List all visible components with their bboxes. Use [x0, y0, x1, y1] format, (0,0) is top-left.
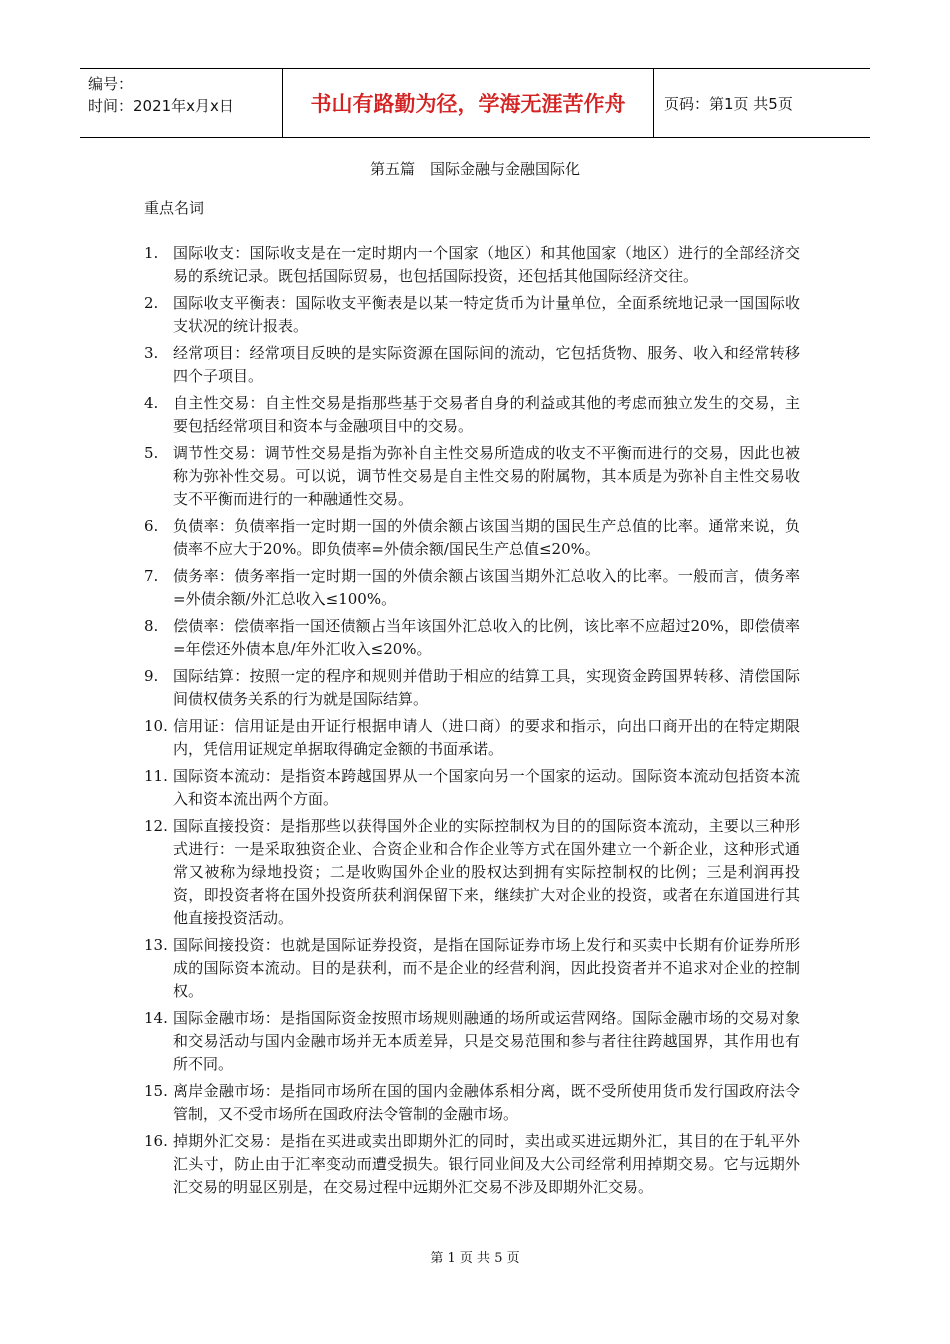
term-definition: 国际间接投资：也就是国际证券投资，是指在国际证券市场上发行和买卖中长期有价证券所形成的国际资本流动。目的是获利，而不是企业的经营利润，因此投资者并不追求对企业的控制权。 — [173, 936, 800, 1000]
term-definition: 经常项目：经常项目反映的是实际资源在国际间的流动，它包括货物、服务、收入和经常转移四个子项目。 — [173, 344, 800, 385]
list-item — [144, 242, 800, 288]
list-item — [144, 615, 800, 661]
term-number: 11. — [144, 767, 168, 785]
list-item — [144, 1007, 800, 1076]
page-footer: 第 1 页 共 5 页 — [430, 1251, 520, 1266]
term-number: 15. — [144, 1082, 168, 1100]
document-header — [80, 68, 870, 138]
list-item — [144, 565, 800, 611]
list-item — [144, 442, 800, 511]
term-definition: 调节性交易：调节性交易是指为弥补自主性交易所造成的收支不平衡而进行的交易，因此也被称为弥补性交易。可以说，调节性交易是自主性交易的附属物，其本质是为弥补自主性交易收支不平衡而进行的一种融通性交易。 — [173, 444, 800, 508]
list-item — [144, 934, 800, 1003]
list-item — [144, 392, 800, 438]
document-title: 第五篇 国际金融与金融国际化 — [369, 160, 580, 178]
term-number: 7. — [144, 567, 159, 585]
term-definition: 自主性交易：自主性交易是指那些基于交易者自身的利益或其他的考虑而独立发生的交易，主要包括经常项目和资本与金融项目中的交易。 — [173, 394, 800, 435]
term-definition: 负债率：负债率指一定时期一国的外债余额占该国当期的国民生产总值的比率。通常来说，负债率不应大于20%。即负债率=外债余额/国民生产总值≤20%。 — [173, 517, 800, 558]
header-meta — [80, 69, 282, 137]
term-number: 1. — [144, 244, 159, 262]
term-number: 12. — [144, 817, 168, 835]
term-definition: 离岸金融市场：是指同市场所在国的国内金融体系相分离，既不受所使用货币发行国政府法令管制，又不受市场所在国政府法令管制的金融市场。 — [173, 1082, 800, 1123]
term-number: 5. — [144, 444, 159, 462]
list-item — [144, 765, 800, 811]
header-date: 时间：2021年x月x日 — [88, 97, 234, 115]
term-number: 4. — [144, 394, 159, 412]
term-definition: 国际直接投资：是指那些以获得国外企业的实际控制权为目的的国际资本流动，主要以三种形式进行：一是采取独资企业、合资企业和合作企业等方式在国外建立一个新企业，这种形式通常又被称为绿地投资；二是收购国外企业的股权达到拥有实际控制权的比例；三是利润再投资，即投资者将在国外投资所获利润保留下来，继续扩大对企业的投资，或者在东道国进行其他直接投资活动。 — [173, 817, 800, 927]
term-definition: 债务率：债务率指一定时期一国的外债余额占该国当期外汇总收入的比率。一般而言，债务率=外债余额/外汇总收入≤100%。 — [173, 567, 800, 608]
term-number: 9. — [144, 667, 159, 685]
term-definition: 偿债率：偿债率指一国还债额占当年该国外汇总收入的比例，该比率不应超过20%，即偿债率=年偿还外债本息/年外汇收入≤20%。 — [173, 617, 800, 658]
term-number: 3. — [144, 344, 159, 362]
list-item — [144, 515, 800, 561]
term-definition: 国际资本流动：是指资本跨越国界从一个国家向另一个国家的运动。国际资本流动包括资本流入和资本流出两个方面。 — [173, 767, 800, 808]
term-definition: 国际收支：国际收支是在一定时期内一个国家（地区）和其他国家（地区）进行的全部经济交易的系统记录。既包括国际贸易，也包括国际投资，还包括其他国际经济交往。 — [173, 244, 800, 285]
list-item — [144, 342, 800, 388]
term-number: 6. — [144, 517, 159, 535]
list-item — [144, 815, 800, 930]
term-definition: 国际收支平衡表：国际收支平衡表是以某一特定货币为计量单位，全面系统地记录一国国际收支状况的统计报表。 — [173, 294, 800, 335]
list-item — [144, 292, 800, 338]
term-number: 2. — [144, 294, 159, 312]
header-page-info: 页码：第1页 共5页 — [664, 94, 793, 113]
header-motto: 书山有路勤为径，学海无涯苦作舟 — [282, 69, 654, 137]
list-item — [144, 1130, 800, 1199]
term-number: 13. — [144, 936, 168, 954]
section-heading: 重点名词 — [144, 199, 205, 217]
list-item — [144, 1080, 800, 1126]
header-serial-label: 编号： — [88, 75, 134, 93]
term-list — [144, 242, 800, 1203]
term-number: 8. — [144, 617, 159, 635]
term-number: 16. — [144, 1132, 168, 1150]
term-definition: 掉期外汇交易：是指在买进或卖出即期外汇的同时，卖出或买进远期外汇，其目的在于轧平外汇头寸，防止由于汇率变动而遭受损失。银行同业间及大公司经常利用掉期交易。它与远期外汇交易的明显区别是，在交易过程中远期外汇交易不涉及即期外汇交易。 — [173, 1132, 800, 1196]
term-definition: 信用证：信用证是由开证行根据申请人（进口商）的要求和指示，向出口商开出的在特定期限内，凭信用证规定单据取得确定金额的书面承诺。 — [173, 717, 800, 758]
list-item — [144, 715, 800, 761]
term-number: 14. — [144, 1009, 168, 1027]
list-item — [144, 665, 800, 711]
term-definition: 国际结算：按照一定的程序和规则并借助于相应的结算工具，实现资金跨国界转移、清偿国际间债权债务关系的行为就是国际结算。 — [173, 667, 800, 708]
term-number: 10. — [144, 717, 168, 735]
term-definition: 国际金融市场：是指国际资金按照市场规则融通的场所或运营网络。国际金融市场的交易对象和交易活动与国内金融市场并无本质差异，只是交易范围和参与者往往跨越国界，其作用也有所不同。 — [173, 1009, 800, 1073]
